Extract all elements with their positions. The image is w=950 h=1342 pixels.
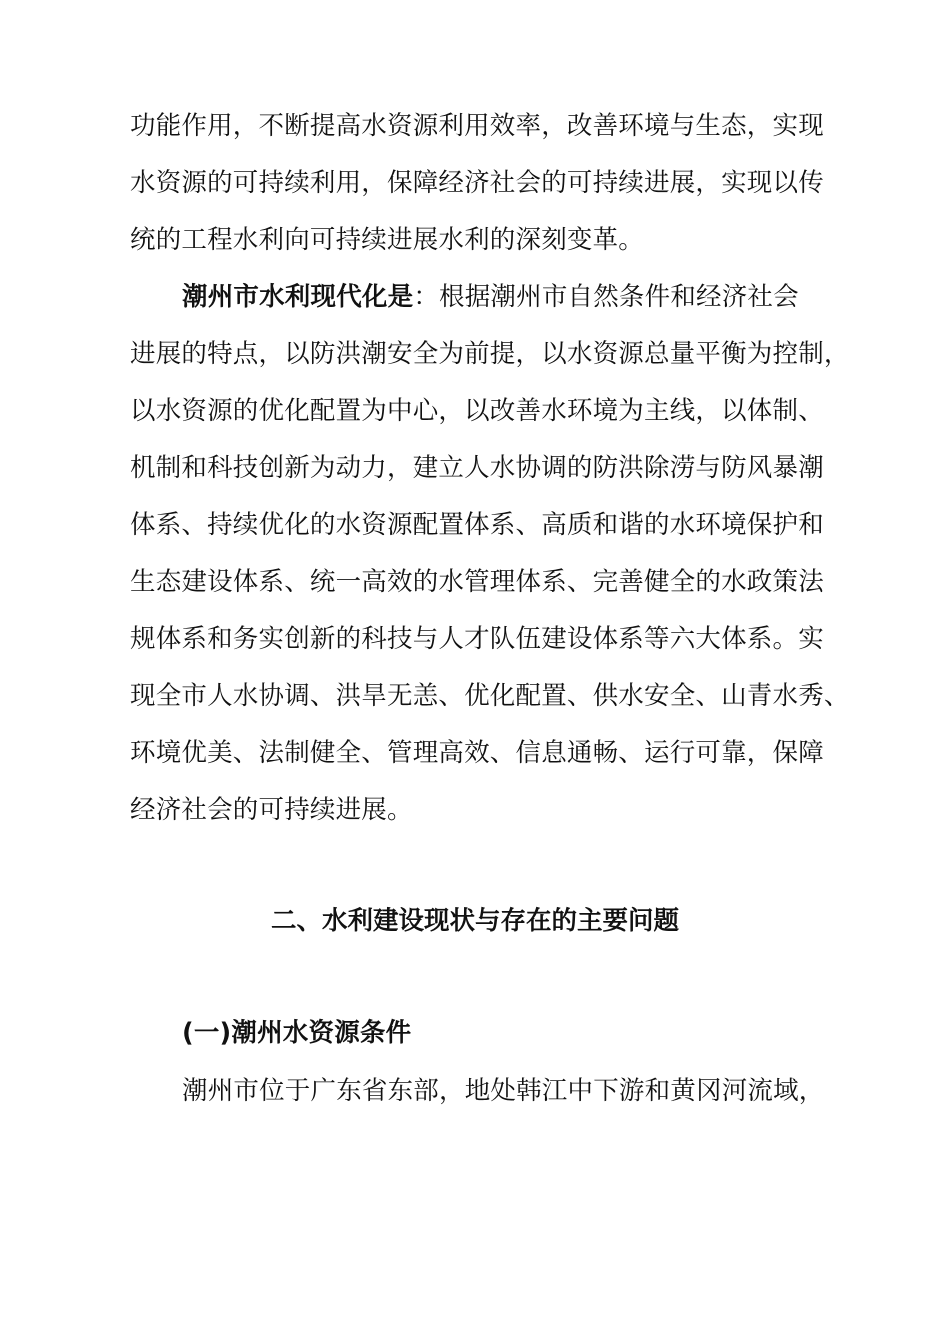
para2-line-4: 机制和科技创新为动力，建立人水协调的防洪除涝与防风暴潮	[130, 453, 824, 483]
para1-line-2: 水资源的可持续利用，保障经济社会的可持续进展，实现以传	[130, 168, 824, 198]
para1-line-1: 功能作用，不断提高水资源利用效率，改善环境与生态，实现	[130, 111, 824, 141]
para2-line-5: 体系、持续优化的水资源配置体系、高质和谐的水环境保护和	[130, 510, 824, 540]
section-heading: 二、水利建设现状与存在的主要问题	[270, 906, 679, 936]
subsection-heading: (一)潮州水资源条件	[182, 1018, 412, 1048]
para3-line-1: 潮州市位于广东省东部，地处韩江中下游和黄冈河流域，	[182, 1076, 825, 1106]
para2-first-line	[182, 282, 799, 312]
para2-line-6: 生态建设体系、统一高效的水管理体系、完善健全的水政策法	[130, 567, 824, 597]
para2-line-9: 环境优美、法制健全、管理高效、信息通畅、运行可靠，保障	[130, 738, 824, 768]
para2-line-3: 以水资源的优化配置为中心，以改善水环境为主线，以体制、	[130, 396, 824, 426]
para2-lead-rest: ：根据潮州市自然条件和经济社会	[413, 282, 799, 312]
para2-lead-bold: 潮州市水利现代化是	[182, 282, 414, 312]
para2-line-10: 经济社会的可持续进展。	[130, 795, 413, 825]
para2-line-8: 现全市人水协调、洪旱无恙、优化配置、供水安全、山青水秀、	[130, 681, 850, 711]
para2-line-2: 进展的特点，以防洪潮安全为前提，以水资源总量平衡为控制，	[130, 339, 850, 369]
para2-line-7: 规体系和务实创新的科技与人才队伍建设体系等六大体系。实	[130, 624, 824, 654]
para1-line-3: 统的工程水利向可持续进展水利的深刻变革。	[130, 225, 645, 255]
